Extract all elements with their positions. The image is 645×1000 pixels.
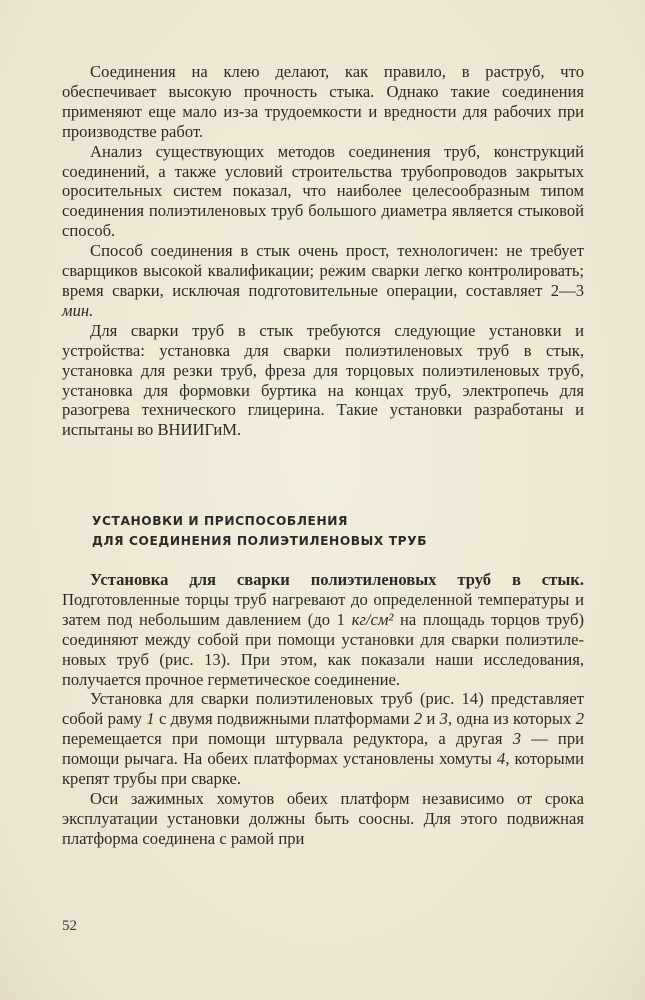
paragraph-analysis: Анализ существующих методов соединения труб, конструкций соединений, а также условий строительства трубопроводов закрытых оросительных систем показал, что наиболее целесообразным типом соединения полиэтиленовых труб большого диаметра является стыковой способ. — [62, 141, 584, 241]
paragraph-butt-method-text: Способ соединения в стык очень прост, технологичен: не требует сварщиков высокой квалификации; режим сварки легко контролировать; время сварки, исключая подготовительные операции, составляет 2—3 — [62, 241, 584, 300]
unit-pressure: кг/см² — [351, 609, 394, 629]
section-heading — [92, 512, 552, 551]
desc-text-e: перемещается при помощи штурвала редуктора, а другая — [62, 729, 513, 749]
run-in-heading: Установка для сварки полиэтиленовых труб в стык. — [90, 570, 584, 589]
ref-number-1: 1 — [146, 709, 155, 729]
paragraph-unit-description — [62, 689, 584, 789]
paragraph-welding-unit — [62, 570, 584, 689]
unit-minutes: мин. — [62, 300, 94, 320]
paragraph-equipment: Для сварки труб в стык требуются следующие установки и устройства: установка для сварки полиэтиленовых труб в стык, установка для резки труб, фреза для торцовых полиэтиленовых труб, установка для формовки буртика на концах труб, электропечь для разогрева технического глицерина. Такие установки разработаны и испытаны во ВНИИГиМ. — [62, 320, 584, 440]
ref-number-3b: 3 — [512, 729, 521, 749]
page-number: 52 — [62, 918, 77, 934]
desc-text-d: , одна из которых — [447, 709, 576, 729]
ref-number-4: 4 — [497, 749, 506, 769]
paragraph-clamp-axes: Оси зажимных хомутов обеих платформ независимо от срока эксплуатации установки должны быть соосны. Для этого подвижная платформа соединена с рамой при — [62, 788, 584, 848]
paragraph-welding-unit-text-b: на площадь торцов труб) соединяют между собой при помощи установки для сварки полиэтиленовых труб (рис. 13). При этом, как показали наши исследования, получается прочное герметическое соединение. — [62, 609, 585, 689]
ref-number-2: 2 — [413, 709, 423, 729]
desc-text-b: с двумя подвижными платформами — [154, 709, 414, 729]
section-heading-line-1: УСТАНОВКИ И ПРИСПОСОБЛЕНИЯ — [92, 514, 349, 528]
desc-text-f: — при помощи рычага. На обеих платформах установлены хомуты — [62, 729, 584, 769]
ref-number-2b: 2 — [575, 709, 584, 729]
ref-number-3: 3 — [439, 709, 448, 729]
paragraph-glue-joints: Соединения на клею делают, как правило, в раструб, что обеспечивает высокую прочность стыка. Однако такие соединения применяют еще мало из-за трудоемкости и вредности для рабочих при производстве работ. — [62, 62, 584, 141]
desc-text-c: и — [422, 709, 440, 729]
paragraph-welding-unit-text-a: Подготовленные торцы труб нагревают до определенной температуры и затем под небольшим давлением (до 1 — [62, 589, 584, 629]
paragraph-butt-method — [62, 241, 584, 321]
text-block-bottom — [62, 570, 584, 849]
text-block-top — [62, 62, 584, 440]
desc-text-a: Установка для сварки полиэтиленовых труб (рис. 14) представляет собой раму — [62, 689, 584, 729]
section-heading-line-2: ДЛЯ СОЕДИНЕНИЯ ПОЛИЭТИЛЕНОВЫХ ТРУБ — [92, 533, 428, 548]
desc-text-g: , которыми крепят трубы при сварке. — [62, 749, 584, 789]
